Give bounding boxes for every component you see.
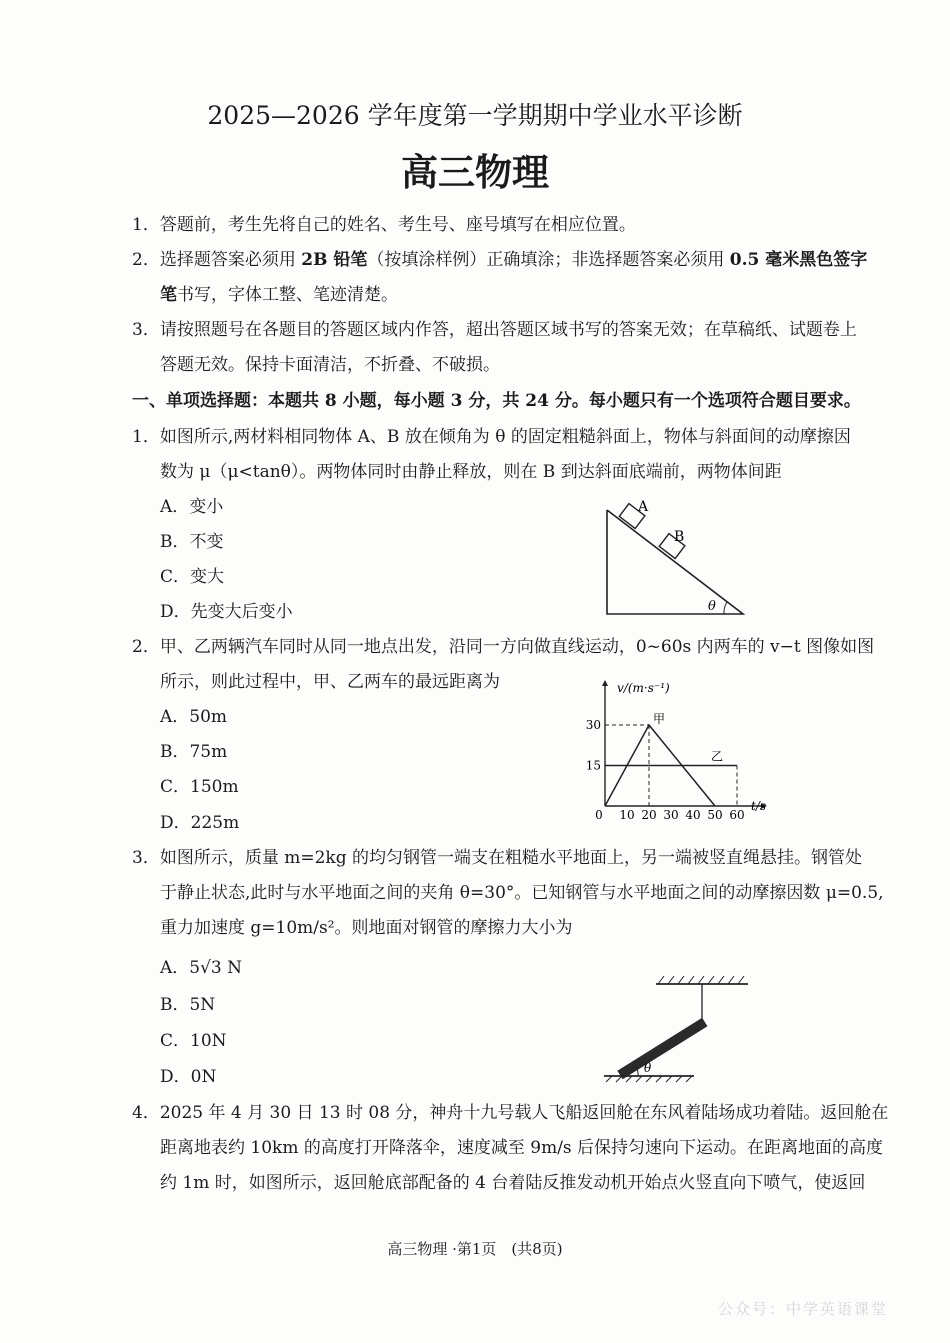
series-label-yi: 乙	[711, 749, 724, 764]
question-4-cont2: 约 1m 时，如图所示，返回舱底部配备的 4 台着陆反推发动机开始点火竖直向下喷气，使返回	[160, 1173, 866, 1193]
q1-option-a[interactable]: A．变小	[160, 497, 224, 517]
q2-option-d[interactable]: D．225m	[160, 813, 240, 833]
steel-pipe	[617, 1018, 707, 1079]
question-3	[132, 847, 862, 869]
question-text: 甲、乙两辆汽车同时从同一地点出发，沿同一方向做直线运动，0~60s 内两车的 v−t 图像如图	[159, 637, 875, 657]
notice-3-cont: 答题无效。保持卡面清洁，不折叠、不破损。	[160, 355, 500, 375]
label-theta: θ	[644, 1061, 652, 1075]
notice-number: 3．	[132, 320, 160, 340]
ground-hatch	[606, 1076, 692, 1082]
q1-option-d[interactable]: D．先变大后变小	[160, 602, 293, 622]
y-tick-label: 30	[585, 718, 601, 732]
x-tick-label: 50	[707, 808, 723, 821]
q1-option-c[interactable]: C．变大	[160, 567, 225, 587]
notice-3	[132, 319, 857, 341]
question-1-cont: 数为 μ（μ<tanθ）。两物体同时由静止释放，则在 B 到达斜面底端前，两物体间距	[160, 462, 782, 482]
notice-text: 书写，字体工整、笔迹清楚。	[177, 285, 398, 305]
ceiling-hatch	[658, 976, 744, 984]
incline-figure	[600, 495, 760, 620]
q2-option-c[interactable]: C．150m	[160, 777, 239, 797]
question-3-cont: 于静止状态,此时与水平地面之间的夹角 θ=30°。已知钢管与水平地面之间的动摩擦因数 μ=0.5,	[160, 883, 884, 903]
x-tick-label: 30	[663, 808, 679, 821]
q3-option-a[interactable]: A．5√3 N	[160, 958, 243, 978]
question-3-cont2: 重力加速度 g=10m/s²。则地面对钢管的摩擦力大小为	[160, 918, 573, 938]
notice-bold: 0.5 毫米黑色签字	[729, 250, 868, 270]
incline-triangle	[607, 510, 743, 614]
q3-option-d[interactable]: D．0N	[160, 1067, 217, 1087]
question-4	[132, 1102, 888, 1124]
question-2	[132, 636, 874, 658]
question-text: 2025 年 4 月 30 日 13 时 08 分，神舟十九号载人飞船返回舱在东风着陆场成功着陆。返回舱在	[159, 1103, 889, 1123]
x-tick-label: 20	[641, 808, 657, 821]
notice-bold: 笔	[160, 285, 177, 305]
q3-option-c[interactable]: C．10N	[160, 1031, 227, 1051]
page-footer: 高三物理 ·第1页 (共8页)	[387, 1240, 563, 1258]
notice-bold: 2B 铅笔	[301, 250, 368, 270]
notice-number: 2．	[132, 250, 160, 270]
label-b: B	[674, 529, 685, 545]
y-axis-label: v/(m·s⁻¹)	[617, 681, 670, 695]
notice-text: 选择题答案必须用	[159, 250, 302, 270]
question-number: 2．	[132, 637, 160, 657]
steel-pipe-figure	[598, 972, 758, 1084]
y-axis-arrow	[602, 680, 608, 686]
q2-option-b[interactable]: B．75m	[160, 742, 228, 762]
question-2-cont: 所示，则此过程中，甲、乙两车的最远距离为	[160, 672, 500, 692]
question-number: 1．	[132, 427, 160, 447]
y-tick-label: 15	[585, 758, 601, 773]
label-theta: θ	[708, 599, 716, 614]
notice-1	[132, 214, 636, 236]
notice-2	[132, 249, 867, 271]
subject-title: 高三物理	[401, 151, 549, 194]
question-text: 如图所示，质量 m=2kg 的均匀钢管一端支在粗糙水平地面上，另一端被竖直绳悬挂。钢管处	[159, 848, 862, 868]
notice-2-cont	[160, 284, 398, 306]
q1-option-b[interactable]: B．不变	[160, 532, 224, 552]
section-heading: 一、单项选择题：本题共 8 小题，每小题 3 分，共 24 分。每小题只有一个选项符合题目要求。	[132, 391, 861, 411]
notice-number: 1．	[132, 215, 160, 235]
label-a: A	[638, 499, 649, 515]
x-axis-label: t/s	[751, 799, 767, 813]
exam-title: 2025—2026 学年度第一学期期中学业水平诊断	[207, 101, 743, 130]
x-tick-label: 60	[729, 808, 745, 821]
question-4-cont: 距离地表约 10km 的高度打开降落伞，速度减至 9m/s 后保持匀速向下运动。在距离地面的高度	[160, 1138, 884, 1158]
question-text: 如图所示,两材料相同物体 A、B 放在倾角为 θ 的固定粗糙斜面上，物体与斜面间的动摩擦因	[159, 427, 851, 447]
question-number: 4．	[132, 1103, 160, 1123]
x-tick-label: 10	[619, 808, 635, 821]
notice-text: （按填涂样例）正确填涂；非选择题答案必须用	[367, 250, 730, 270]
vt-chart	[585, 676, 800, 821]
watermark: 公众号：中学英语课堂	[718, 1300, 889, 1318]
notice-text: 请按照题号在各题目的答题区域内作答，超出答题区域书写的答案无效；在草稿纸、试题卷上	[159, 320, 857, 340]
series-label-jia: 甲	[653, 712, 666, 726]
x-tick-label: 0	[595, 808, 603, 821]
q3-option-b[interactable]: B．5N	[160, 995, 216, 1015]
question-1	[132, 426, 851, 448]
question-number: 3．	[132, 848, 160, 868]
x-tick-label: 40	[685, 808, 701, 821]
q2-option-a[interactable]: A．50m	[160, 707, 228, 727]
notice-text: 答题前，考生先将自己的姓名、考生号、座号填写在相应位置。	[159, 215, 636, 235]
